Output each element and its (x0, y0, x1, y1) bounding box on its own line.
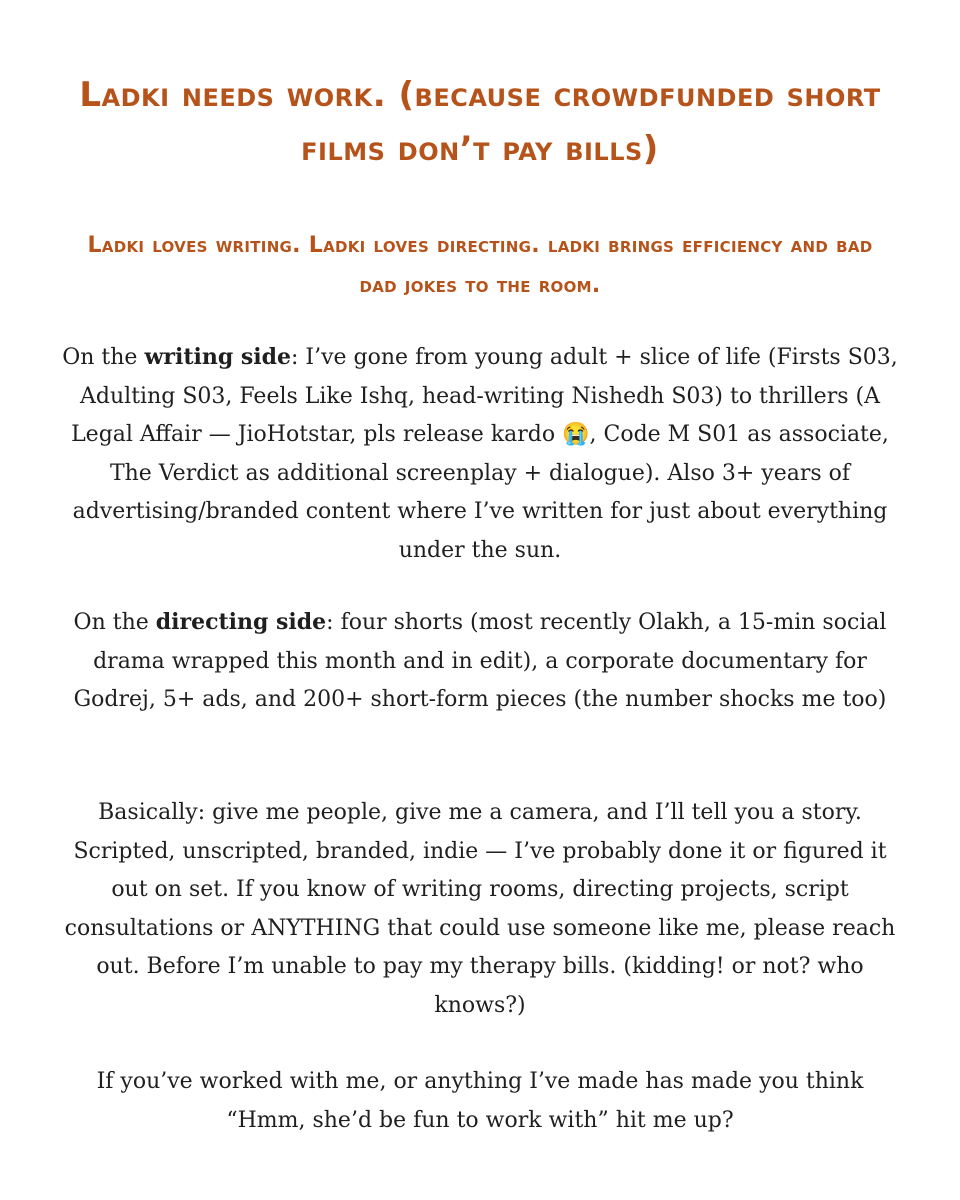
writing-text: : I’ve gone from young adult + slice of life (Firsts S03, Adulting S03, Feels Like Ishq, head-writing Nishedh S03) to thrillers (A Legal Affair — JioHotstar, pls release kardo 😭, Code M S01 as associate, The Verdict as additional screenplay + dialogue). Also 3+ years of advertising/branded content where I’ve written for just about everything under the sun. (71, 345, 898, 563)
page-subtitle: Ladki loves writing. Ladki loves directing. ladki brings efficiency and bad dad jokes to the room. (87, 233, 873, 298)
writing-paragraph (60, 338, 900, 570)
directing-side-label: directing side (155, 609, 327, 635)
directing-lead: On the (73, 610, 156, 635)
basically-paragraph: Basically: give me people, give me a camera, and I’ll tell you a story. Scripted, unscripted, branded, indie — I’ve probably done it or figured it out on set. If you know of writing rooms, directing projects, script consultations or ANYTHING that could use someone like me, please reach out. Before I’m unable to pay my therapy bills. (kidding! or not? who knows?) (64, 800, 896, 1018)
page-title: Ladki needs work. (because crowdfunded short films don’t pay bills) (79, 75, 881, 169)
directing-text: : four shorts (most recently Olakh, a 15-min social drama wrapped this month and in edit), a corporate documentary for Godrej, 5+ ads, and 200+ short-form pieces (the number shocks me too) (73, 610, 887, 712)
closing-paragraph: If you’ve worked with me, or anything I’ve made has made you think “Hmm, she’d be fun to work with” hit me up? (96, 1069, 864, 1133)
writing-side-label: writing side (144, 344, 292, 370)
directing-paragraph (60, 603, 900, 720)
writing-lead: On the (62, 345, 145, 370)
